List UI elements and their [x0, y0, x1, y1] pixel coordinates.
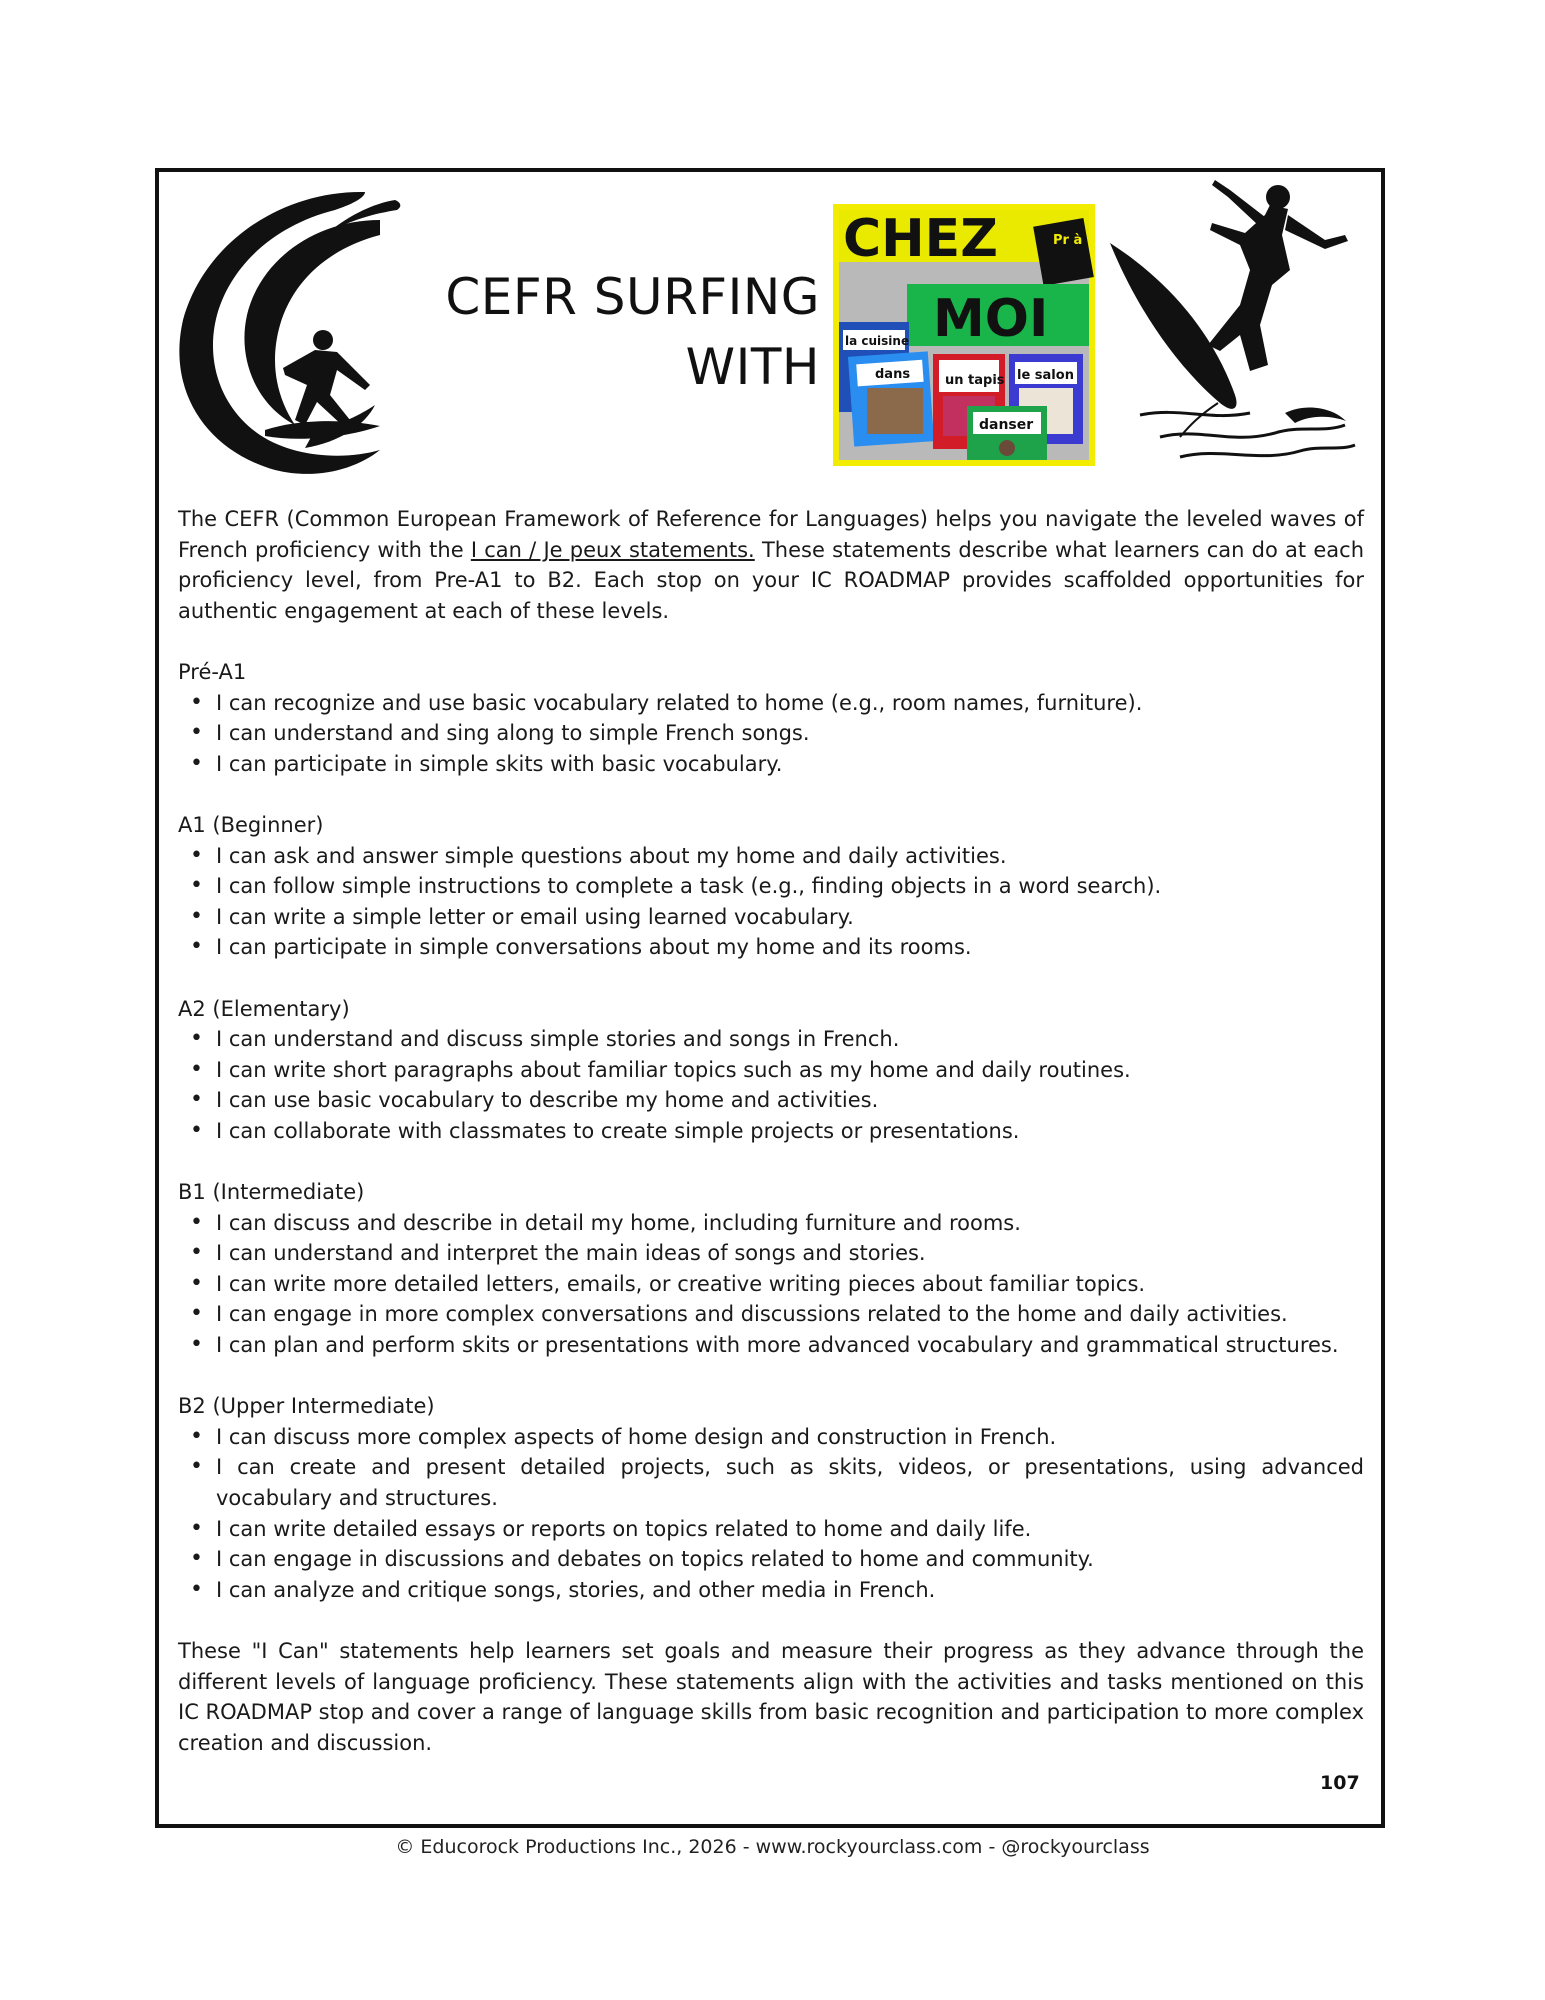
level-a1: [178, 810, 1364, 963]
statement-item: • I can use basic vocabulary to describe my home and activities.: [216, 1085, 1364, 1116]
statement-item: • I can write short paragraphs about familiar topics such as my home and daily routines.: [216, 1055, 1364, 1086]
statement-item: • I can understand and interpret the main ideas of songs and stories.: [216, 1238, 1364, 1269]
level-b1: [178, 1177, 1364, 1361]
cover-card-tapis: un tapis: [945, 373, 1005, 388]
title-line-2: WITH: [685, 338, 820, 396]
statement-item: • I can discuss more complex aspects of home design and construction in French.: [216, 1422, 1364, 1453]
wave-surfer-illustration: [165, 180, 405, 480]
statement-item: • I can collaborate with classmates to create simple projects or presentations.: [216, 1116, 1364, 1147]
statement-item: • I can follow simple instructions to complete a task (e.g., finding objects in a word search).: [216, 871, 1364, 902]
statement-item: • I can write detailed essays or reports on topics related to home and daily life.: [216, 1514, 1364, 1545]
intro-text-start: The CEFR (Common European Framework of Reference for Languages) helps you navigate the leveled waves of French proficiency with the: [178, 507, 1364, 562]
cover-card-cuisine: la cuisine: [845, 334, 910, 348]
level-statements: [178, 688, 1364, 780]
cover-title-moi: MOI: [933, 289, 1049, 349]
intro-paragraph: [178, 504, 1364, 626]
statement-item: • I can understand and discuss simple stories and songs in French.: [216, 1024, 1364, 1055]
main-content: [178, 504, 1364, 1758]
surfer-silhouette-illustration: [1100, 175, 1365, 465]
statement-item: • I can participate in simple conversations about my home and its rooms.: [216, 932, 1364, 963]
level-pre-a1: [178, 657, 1364, 779]
statement-item: • I can analyze and critique songs, stories, and other media in French.: [216, 1575, 1364, 1606]
cover-card-salon: le salon: [1017, 368, 1074, 383]
level-statements: [178, 1422, 1364, 1606]
level-b2: [178, 1391, 1364, 1605]
cover-card-dans: dans: [875, 367, 911, 382]
intro-text-end: These statements describe what learners can do at each proficiency level, from Pre-A1 to B2. Each stop on your IC ROADMAP provides scaffolded opportunities for authentic engagement at each of these levels.: [178, 537, 1364, 623]
level-statements: [178, 1024, 1364, 1146]
level-statements: [178, 1208, 1364, 1361]
level-title: A2 (Elementary): [178, 996, 350, 1021]
level-title: B1 (Intermediate): [178, 1180, 365, 1205]
statement-item: • I can participate in simple skits with basic vocabulary.: [216, 749, 1364, 780]
page-title: [380, 262, 820, 402]
statement-item: • I can plan and perform skits or presentations with more advanced vocabulary and grammatical structures.: [216, 1330, 1364, 1361]
title-line-1: CEFR SURFING: [445, 268, 820, 326]
level-a2: [178, 994, 1364, 1147]
page-number: 107: [1320, 1772, 1360, 1794]
cover-title-chez: CHEZ: [843, 209, 998, 269]
chez-moi-cover-image: [833, 204, 1095, 466]
level-title: B2 (Upper Intermediate): [178, 1394, 435, 1419]
closing-paragraph: These "I Can" statements help learners set goals and measure their progress as they advance through the different levels of language proficiency. These statements align with the activities and tasks mentioned on this IC ROADMAP stop and cover a range of language skills from basic recognition and participation to more complex creation and discussion.: [178, 1638, 1364, 1755]
statement-item: • I can ask and answer simple questions about my home and daily activities.: [216, 841, 1364, 872]
cover-corner-tag: Pr à: [1053, 233, 1083, 248]
i-can-statements-link[interactable]: I can / Je peux statements.: [470, 537, 755, 562]
level-title: A1 (Beginner): [178, 812, 324, 837]
level-statements: [178, 841, 1364, 963]
statement-item: • I can discuss and describe in detail my home, including furniture and rooms.: [216, 1208, 1364, 1239]
statement-item: • I can engage in more complex conversations and discussions related to the home and daily activities.: [216, 1299, 1364, 1330]
level-title: Pré-A1: [178, 659, 247, 684]
statement-item: • I can understand and sing along to simple French songs.: [216, 718, 1364, 749]
statement-item: • I can create and present detailed projects, such as skits, videos, or presentations, using advanced vocabulary and structures.: [216, 1452, 1364, 1513]
statement-item: • I can write a simple letter or email using learned vocabulary.: [216, 902, 1364, 933]
statement-item: • I can write more detailed letters, emails, or creative writing pieces about familiar topics.: [216, 1269, 1364, 1300]
footer-copyright: © Educorock Productions Inc., 2026 - www.rockyourclass.com - @rockyourclass: [395, 1836, 1150, 1858]
cover-card-danser: danser: [979, 417, 1034, 433]
statement-item: • I can engage in discussions and debates on topics related to home and community.: [216, 1544, 1364, 1575]
statement-item: • I can recognize and use basic vocabulary related to home (e.g., room names, furniture).: [216, 688, 1364, 719]
